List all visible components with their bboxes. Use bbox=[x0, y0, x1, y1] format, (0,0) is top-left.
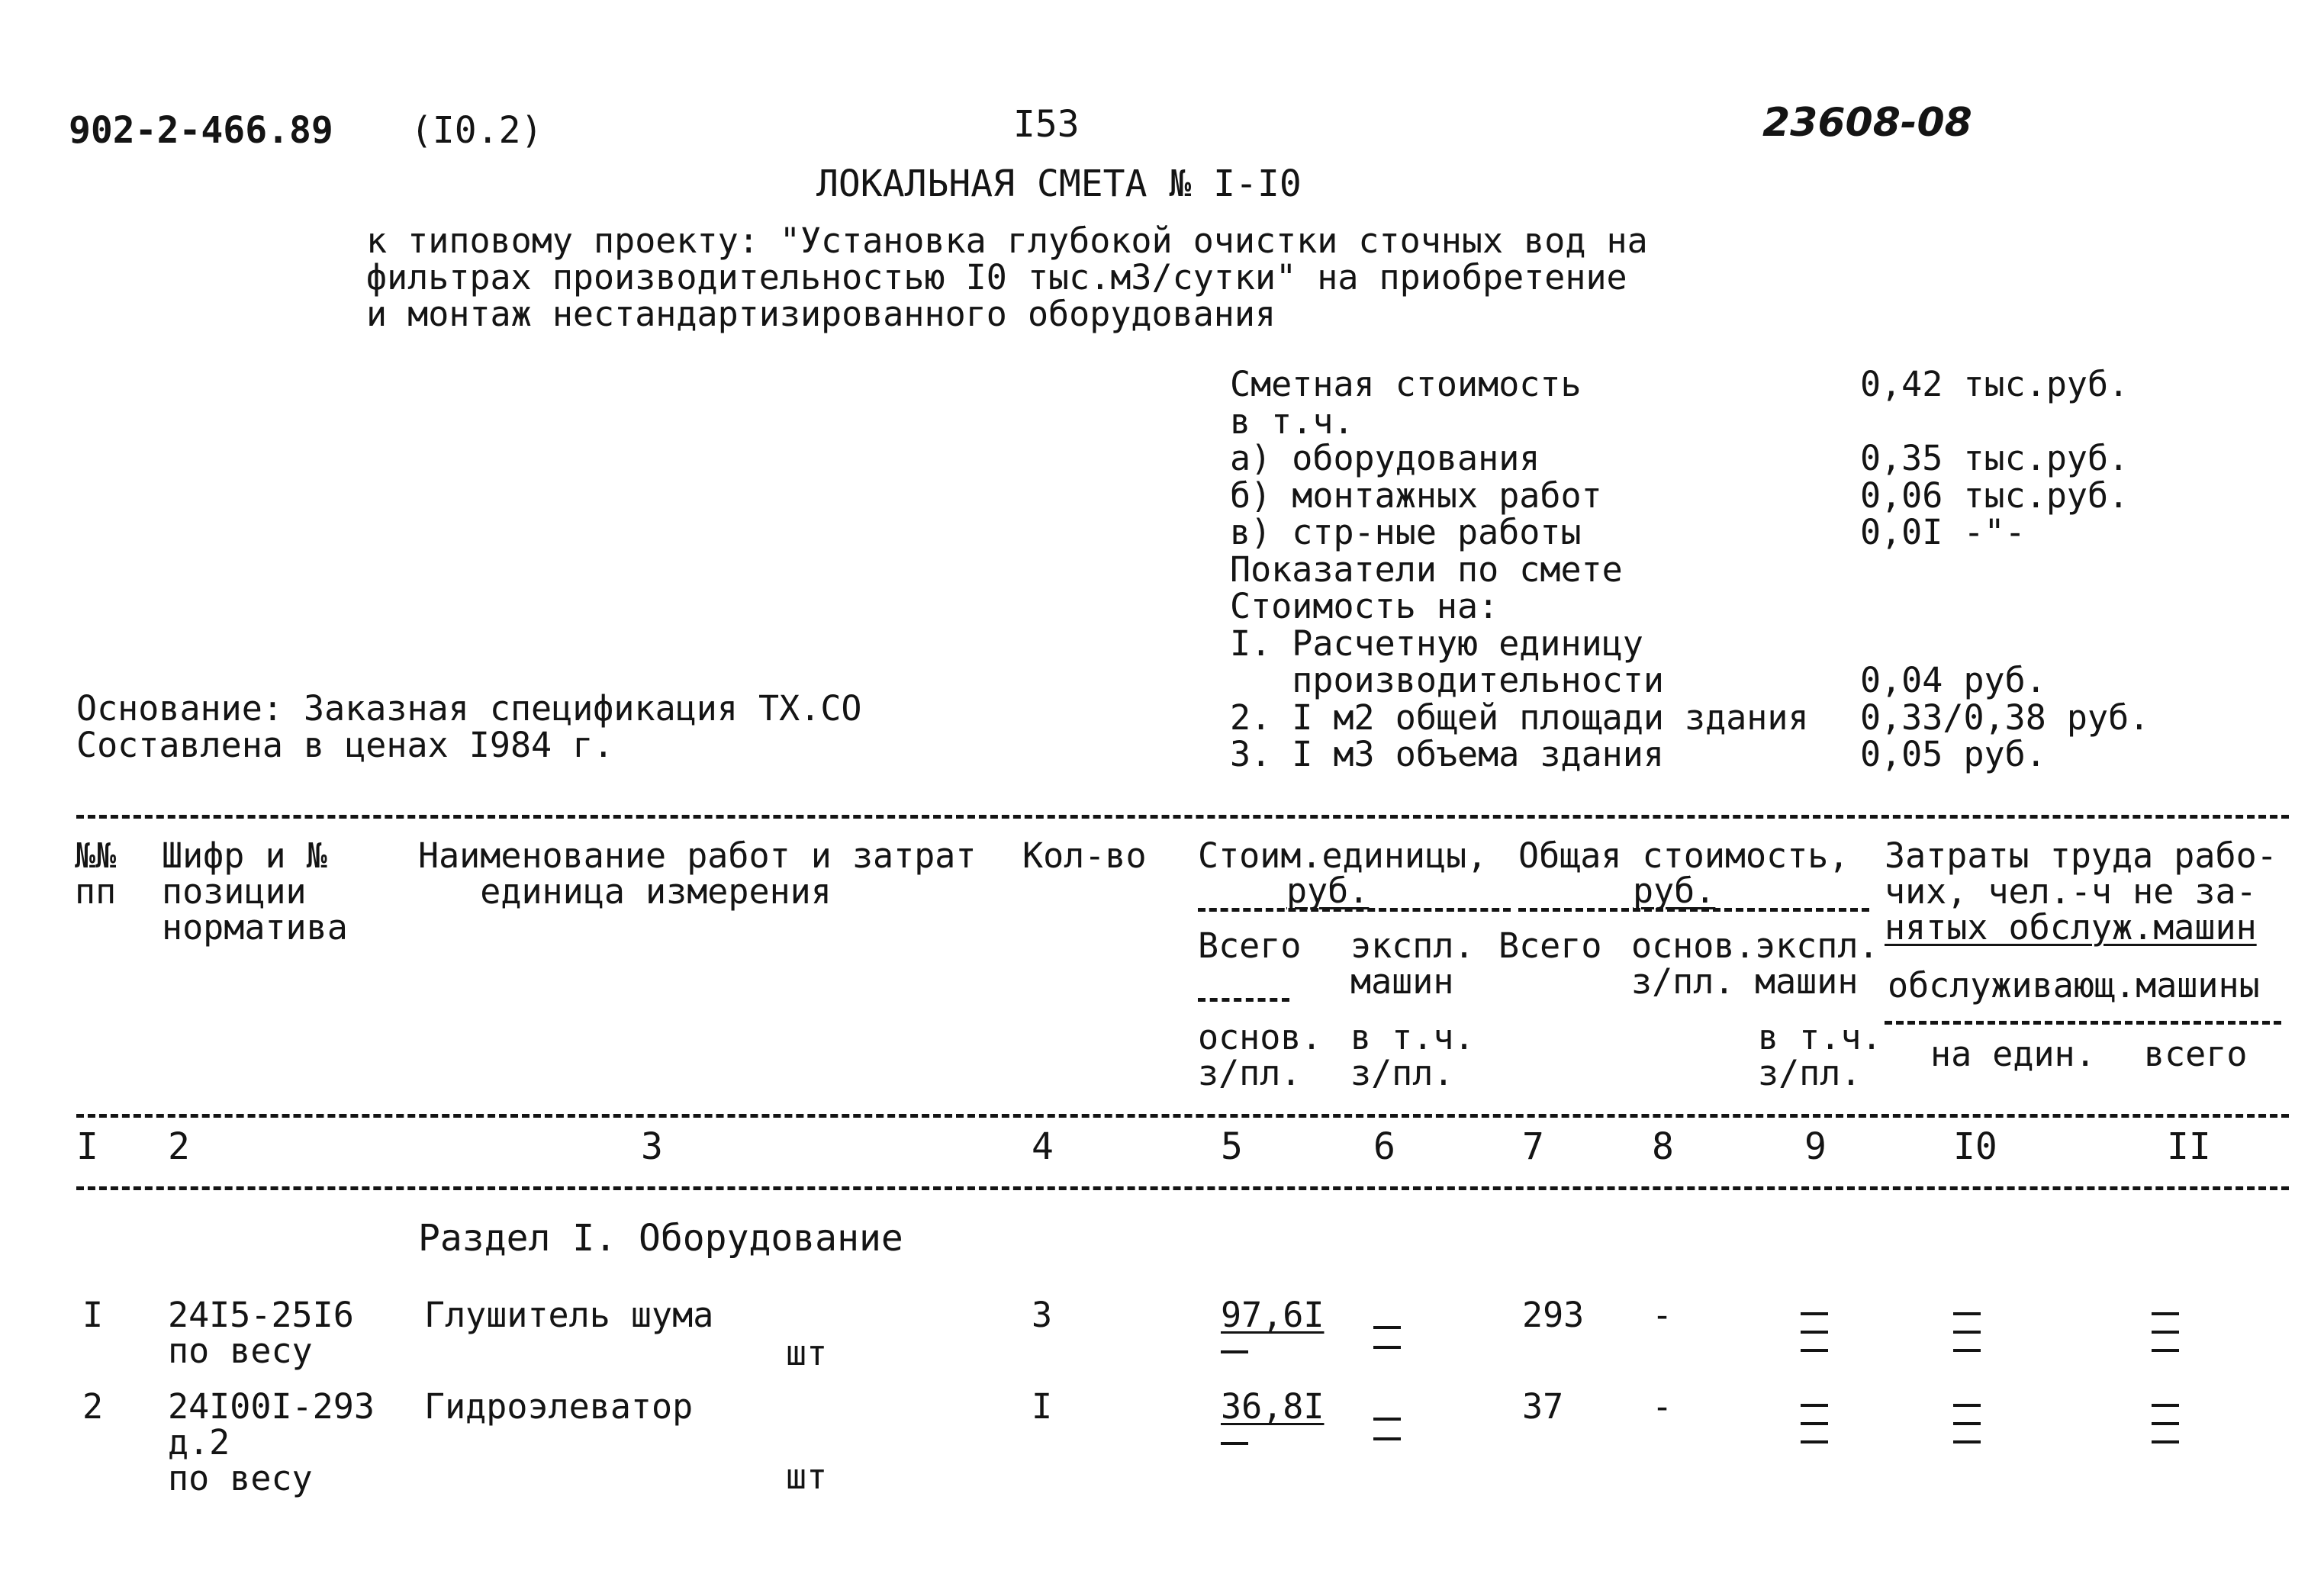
column-numbers-top-rule bbox=[76, 1114, 2289, 1118]
page-number: I53 bbox=[1013, 103, 1080, 146]
header-c9-top: экспл. машин bbox=[1755, 925, 1879, 1002]
dash-mark bbox=[1221, 1350, 1248, 1353]
row-unit: шт bbox=[786, 1456, 828, 1497]
rule-unit-cost bbox=[1198, 908, 1511, 912]
header-c10: на един. bbox=[1930, 1034, 2096, 1074]
dash-mark bbox=[1801, 1331, 1828, 1334]
header-c6-bottom: в т.ч. з/пл. bbox=[1350, 1017, 1475, 1093]
dash-mark bbox=[1953, 1422, 1981, 1425]
dash-mark bbox=[2152, 1404, 2179, 1407]
header-c6-top: экспл. машин bbox=[1350, 925, 1475, 1002]
dash-mark bbox=[1373, 1418, 1401, 1421]
summary-label: в) стр-ные работы bbox=[1230, 512, 1582, 552]
row-unit-cost: 36,8I bbox=[1221, 1386, 1325, 1427]
column-number: I bbox=[76, 1125, 98, 1168]
summary-value: 0,42 тыс.руб. bbox=[1860, 364, 2129, 404]
column-number: 7 bbox=[1522, 1125, 1544, 1168]
summary-value: 0,35 тыс.руб. bbox=[1860, 438, 2129, 478]
header-c11: всего bbox=[2144, 1034, 2248, 1074]
summary-label: в т.ч. bbox=[1230, 401, 1354, 442]
rule-labor bbox=[1885, 1021, 2281, 1025]
column-number: 4 bbox=[1032, 1125, 1054, 1168]
row-base-pay: - bbox=[1652, 1295, 1673, 1335]
column-number: 2 bbox=[168, 1125, 190, 1168]
dash-mark bbox=[1953, 1404, 1981, 1407]
dash-mark bbox=[1801, 1422, 1828, 1425]
dash-mark bbox=[2152, 1422, 2179, 1425]
row-code: 24I00I-293 д.2 по весу bbox=[168, 1386, 375, 1498]
summary-label: Показатели по смете bbox=[1230, 549, 1623, 590]
summary-label: 3. I м3 объема здания bbox=[1230, 734, 1664, 774]
dash-mark bbox=[2152, 1312, 2179, 1315]
column-number: 9 bbox=[1804, 1125, 1827, 1168]
row-base-pay: - bbox=[1652, 1386, 1673, 1427]
header-labor-sub2: обслуживающ.машины bbox=[1888, 965, 2260, 1006]
column-number: 8 bbox=[1652, 1125, 1674, 1168]
summary-label: Сметная стоимость bbox=[1230, 364, 1582, 404]
summary-value: 0,0I -"- bbox=[1860, 512, 2026, 552]
header-quantity: Кол-во bbox=[1022, 835, 1147, 876]
column-number: 3 bbox=[641, 1125, 663, 1168]
row-number: I bbox=[82, 1295, 104, 1335]
header-code: Шифр и № позиции норматива bbox=[162, 835, 348, 948]
rule-total-cost bbox=[1518, 908, 1869, 912]
row-quantity: I bbox=[1032, 1386, 1053, 1427]
prices-year-line: Составлена в ценах I984 г. bbox=[76, 725, 614, 765]
header-c5-top: Всего bbox=[1198, 925, 1302, 966]
summary-value: 0,04 руб. bbox=[1860, 660, 2046, 700]
dash-mark bbox=[1801, 1440, 1828, 1443]
column-number: 5 bbox=[1221, 1125, 1243, 1168]
section-title: Раздел I. Оборудование bbox=[418, 1217, 903, 1260]
summary-label: I. Расчетную единицу bbox=[1230, 623, 1643, 664]
dash-mark bbox=[1801, 1349, 1828, 1352]
header-total-cost-rub: руб. bbox=[1633, 871, 1716, 911]
dash-mark bbox=[2152, 1440, 2179, 1443]
row-number: 2 bbox=[82, 1386, 104, 1427]
dash-mark bbox=[2152, 1331, 2179, 1334]
row-name: Глушитель шума bbox=[424, 1295, 714, 1335]
header-row-number: №№ пп bbox=[75, 835, 117, 912]
header-total-cost: Общая стоимость, bbox=[1518, 835, 1849, 876]
header-labor: Затраты труда рабо- чих, чел.-ч не за- bbox=[1885, 835, 2277, 912]
dash-mark bbox=[1953, 1331, 1981, 1334]
summary-label: производительности bbox=[1230, 660, 1664, 700]
dash-mark bbox=[1801, 1312, 1828, 1315]
summary-label: 2. I м2 общей площади здания bbox=[1230, 697, 1809, 738]
summary-label: а) оборудования bbox=[1230, 438, 1540, 478]
column-numbers-bottom-rule bbox=[76, 1186, 2289, 1190]
summary-value: 0,06 тыс.руб. bbox=[1860, 475, 2129, 516]
row-unit-cost: 97,6I bbox=[1221, 1295, 1325, 1335]
dash-mark bbox=[2152, 1349, 2179, 1352]
subtitle-line-2: фильтрах производительностью I0 тыс.м3/сутки" на приобретение bbox=[366, 257, 1627, 298]
header-c7: Всего bbox=[1498, 925, 1602, 966]
subtitle-line-3: и монтаж нестандартизированного оборудования bbox=[366, 294, 1276, 334]
summary-label: Стоимость на: bbox=[1230, 586, 1499, 626]
row-quantity: 3 bbox=[1032, 1295, 1053, 1335]
dash-mark bbox=[1373, 1437, 1401, 1440]
row-total-cost: 293 bbox=[1522, 1295, 1585, 1335]
header-c8: основ. з/пл. bbox=[1631, 925, 1756, 1002]
doc-code: 902-2-466.89 bbox=[69, 109, 333, 152]
header-unit-cost-rub: руб. bbox=[1286, 871, 1370, 911]
summary-value: 0,05 руб. bbox=[1860, 734, 2046, 774]
header-name: Наименование работ и затрат единица измерения bbox=[418, 835, 977, 912]
column-number: I0 bbox=[1953, 1125, 1997, 1168]
summary-label: б) монтажных работ bbox=[1230, 475, 1602, 516]
row-total-cost: 37 bbox=[1522, 1386, 1564, 1427]
header-unit-cost: Стоим.единицы, bbox=[1198, 835, 1488, 876]
rule-c5 bbox=[1198, 998, 1289, 1002]
header-c5-bottom: основ. з/пл. bbox=[1198, 1017, 1322, 1093]
dash-mark bbox=[1953, 1312, 1981, 1315]
column-number: 6 bbox=[1373, 1125, 1395, 1168]
dash-mark bbox=[1373, 1346, 1401, 1349]
row-unit: шт bbox=[786, 1333, 828, 1373]
dash-mark bbox=[1373, 1326, 1401, 1329]
stamp-number: 23608-08 bbox=[1762, 100, 1972, 146]
header-labor-sub: нятых обслуж.машин bbox=[1885, 907, 2257, 948]
row-code: 24I5-25I6 по весу bbox=[168, 1295, 354, 1371]
part-number: (I0.2) bbox=[410, 109, 543, 152]
dash-mark bbox=[1801, 1404, 1828, 1407]
row-name: Гидроэлеватор bbox=[424, 1386, 694, 1427]
basis-line: Основание: Заказная спецификация ТХ.СО bbox=[76, 688, 862, 729]
subtitle-line-1: к типовому проекту: "Установка глубокой очистки сточных вод на bbox=[366, 220, 1648, 261]
summary-value: 0,33/0,38 руб. bbox=[1860, 697, 2150, 738]
dash-mark bbox=[1953, 1349, 1981, 1352]
dash-mark bbox=[1953, 1440, 1981, 1443]
dash-mark bbox=[1221, 1442, 1248, 1445]
page-title: ЛОКАЛЬНАЯ СМЕТА № I-I0 bbox=[816, 163, 1302, 205]
table-top-rule bbox=[76, 815, 2289, 819]
header-c9-bottom: в т.ч. з/пл. bbox=[1758, 1017, 1882, 1093]
column-number: II bbox=[2167, 1125, 2211, 1168]
